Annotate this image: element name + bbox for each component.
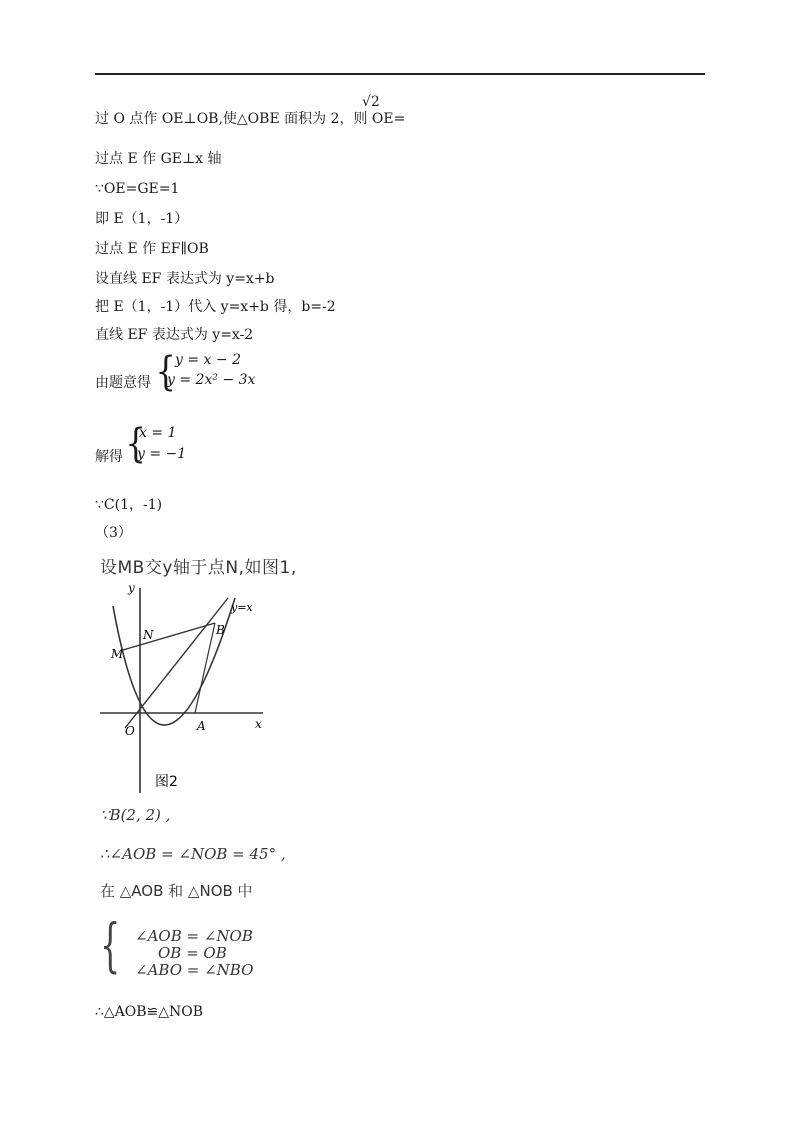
label-x: x [255,717,262,731]
header-rule [95,73,705,75]
text-line-8: 直线 EF 表达式为 y=x-2 [95,327,254,343]
figure-graph [95,578,295,798]
proof-line-2: ∴∠AOB = ∠NOB = 45° , [100,845,286,863]
left-brace: { [155,349,176,395]
figure-heading: 设MB交y轴于点N,如图1, [100,558,297,578]
equation: y = −1 [137,446,187,462]
conclusion: ∴△AOB≌△NOB [95,1004,204,1020]
label-b: B [216,623,225,637]
sqrt-value: √2 [362,94,380,110]
equation: y = 2x² − 3x [167,372,256,388]
left-brace: { [100,911,121,979]
label-o: O [125,724,135,738]
equation: x = 1 [139,425,177,441]
text-line-2: 过点 E 作 GE⊥x 轴 [95,151,222,167]
text-line-1: 过 O 点作 OE⊥OB,使△OBE 面积为 2，则 OE= [95,111,406,127]
label-m: M [111,647,124,661]
equation-system-1 [95,348,395,398]
label-a: A [197,719,206,733]
system-label: 由题意得 [95,375,151,391]
left-brace: { [125,421,146,467]
condition-2: OB = OB [158,944,227,962]
equation-system-2 [95,420,295,470]
label-line: y=x [231,601,253,614]
system-label: 解得 [95,449,123,465]
text-line-3: ∵OE=GE=1 [95,181,180,197]
text-line-10: （3） [95,525,132,541]
text-line-4: 即 E（1，-1） [95,211,189,227]
label-y: y [128,581,135,595]
label-n: N [143,628,154,642]
text-line-6: 设直线 EF 表达式为 y=x+b [95,271,275,287]
text-line-5: 过点 E 作 EF∥OB [95,241,209,257]
text-line-7: 把 E（1，-1）代入 y=x+b 得，b=-2 [95,299,336,315]
condition-3: ∠ABO = ∠NBO [135,961,254,979]
proof-line-3: 在 △AOB 和 △NOB 中 [100,882,253,900]
condition-1: ∠AOB = ∠NOB [135,927,253,945]
proof-line-1: ∵B(2, 2) , [100,806,171,824]
figure-caption: 图2 [155,774,178,790]
equation: y = x − 2 [175,352,241,368]
text-line-9: ∵C(1，-1) [95,497,163,513]
